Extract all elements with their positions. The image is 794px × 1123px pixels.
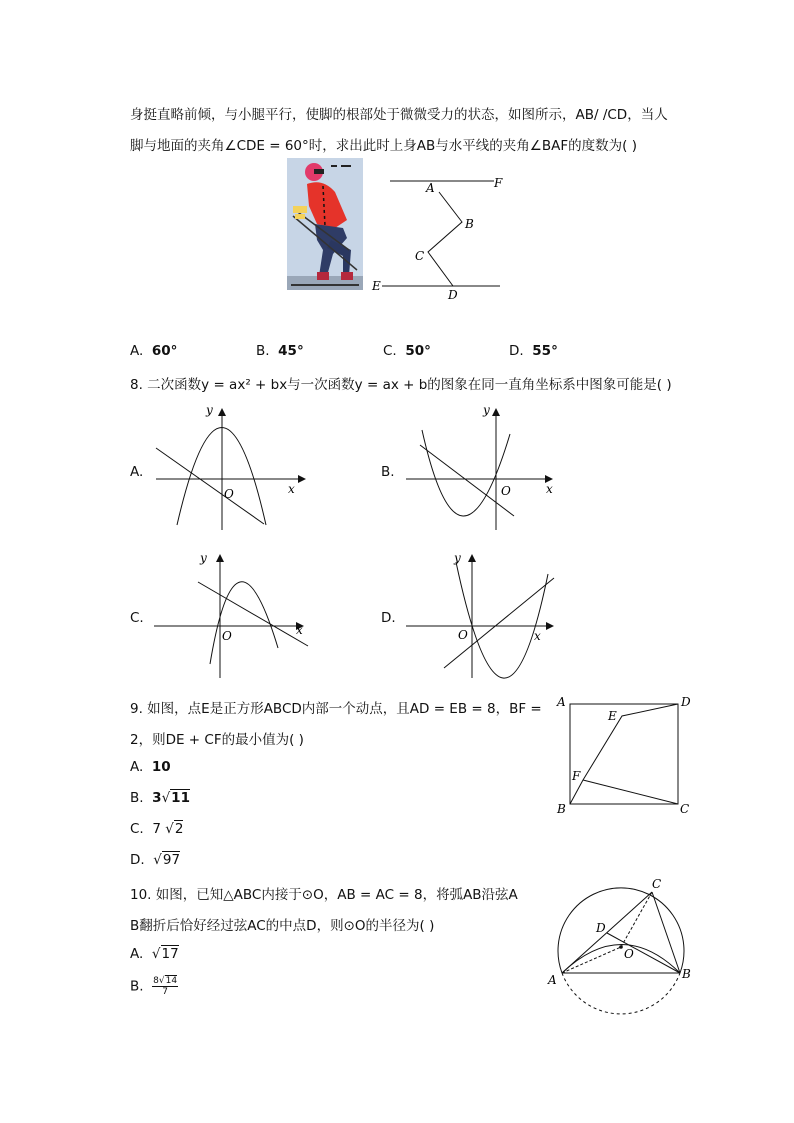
- label-o: O: [624, 947, 634, 961]
- q10-option-b-key: B.: [130, 978, 144, 995]
- fraction-denominator: 7: [162, 987, 168, 997]
- q10-option-a-key: A.: [130, 946, 144, 962]
- q7-option-d-value: 55°: [532, 343, 558, 359]
- q7-option-b[interactable]: [256, 343, 304, 359]
- q8-option-d-label[interactable]: D.: [381, 610, 396, 626]
- q10-text-line2: B翻折后恰好经过弦AC的中点D，则⊙O的半径为( ): [130, 918, 435, 934]
- q9-option-d-root: 97: [162, 852, 181, 868]
- axis-x-label: x: [288, 482, 295, 496]
- q7-text-line2: 脚与地面的夹角∠CDE = 60°时，求出此时上身AB与水平线的夹角∠BAF的度数为( ): [130, 138, 637, 154]
- q9-option-b-coef: 3: [152, 790, 162, 806]
- q9-option-b-root: 11: [171, 790, 190, 806]
- q7-option-b-key: B.: [256, 343, 270, 359]
- q7-option-c-value: 50°: [405, 343, 431, 359]
- q8-graph-a: [150, 400, 310, 535]
- label-c: C: [415, 249, 425, 263]
- q9-option-d[interactable]: D. √97: [130, 852, 181, 868]
- q9-option-c-coef: 7: [152, 821, 161, 837]
- q7-option-d-key: D.: [509, 343, 524, 359]
- label-d: D: [448, 288, 458, 302]
- label-e: E: [372, 279, 381, 293]
- label-f: F: [572, 769, 581, 783]
- label-d: D: [681, 695, 691, 709]
- q9-option-d-key: D.: [130, 852, 145, 868]
- label-e: E: [608, 709, 617, 723]
- q8-graph-c: [150, 548, 315, 683]
- q10-option-a-root: 17: [161, 946, 179, 962]
- q9-option-a-key: A.: [130, 759, 144, 775]
- q8-option-c-label[interactable]: C.: [130, 610, 144, 626]
- q9-text-line1: 9. 如图，点E是正方形ABCD内部一个动点，且AD = EB = 8，BF =: [130, 701, 542, 717]
- q9-option-a[interactable]: [130, 759, 171, 775]
- q10-option-b-fraction: $\frac{8√14}{7}$: [153, 976, 178, 997]
- label-d: D: [596, 921, 606, 935]
- label-c: C: [680, 802, 690, 816]
- origin-label: O: [458, 628, 468, 642]
- q9-option-a-value: 10: [151, 759, 171, 775]
- axis-y-label: y: [483, 403, 490, 417]
- q9-option-b[interactable]: B. 3√11: [130, 790, 190, 806]
- q7-option-b-value: 45°: [278, 343, 304, 359]
- origin-label: O: [224, 487, 234, 501]
- axis-y-label: y: [200, 551, 207, 565]
- q8-option-a-label[interactable]: A.: [130, 464, 144, 480]
- q7-option-a[interactable]: [130, 343, 177, 359]
- label-b: B: [557, 802, 566, 816]
- q10-text-line1: 10. 如图，已知△ABC内接于⊙O，AB = AC = 8，将弧AB沿弦A: [130, 887, 518, 903]
- q8-text: 8. 二次函数y = ax² + bx与一次函数y = ax + b的图象在同一直角坐标系中图象可能是( ): [130, 377, 672, 393]
- q10-option-b[interactable]: [130, 976, 178, 997]
- path-abcd: [428, 192, 462, 286]
- fraction-root: 14: [165, 976, 178, 986]
- fraction-coef: 8: [153, 976, 159, 986]
- axis-x-label: x: [296, 623, 303, 637]
- q9-option-c-root: 2: [174, 821, 184, 837]
- label-f: F: [494, 176, 503, 190]
- axis-x-label: x: [546, 482, 553, 496]
- q8-option-b-label[interactable]: B.: [381, 464, 395, 480]
- label-b: B: [682, 967, 691, 981]
- q9-square-figure: [550, 692, 700, 817]
- q9-option-c-key: C.: [130, 821, 144, 837]
- q7-option-c-key: C.: [383, 343, 397, 359]
- q7-text-line1: 身挺直略前倾，与小腿平行，使脚的根部处于微微受力的状态，如图所示，AB/ /CD，当人: [130, 107, 668, 123]
- q10-option-a[interactable]: A. √17: [130, 946, 179, 962]
- q9-option-b-key: B.: [130, 790, 144, 806]
- axis-y-label: y: [454, 551, 461, 565]
- origin-label: O: [501, 484, 511, 498]
- q7-option-c[interactable]: [383, 343, 431, 359]
- q9-option-c[interactable]: C. 7 √2: [130, 821, 184, 837]
- label-b: B: [465, 217, 474, 231]
- q8-graph-d: [400, 548, 565, 683]
- label-c: C: [652, 877, 662, 891]
- q10-circle-figure: [542, 876, 702, 1021]
- q9-text-line2: 2，则DE + CF的最小值为( ): [130, 732, 304, 748]
- skier-illustration: [287, 158, 363, 290]
- axis-y-label: y: [206, 403, 213, 417]
- q7-option-d[interactable]: [509, 343, 558, 359]
- label-a: A: [548, 973, 557, 987]
- q7-option-a-key: A.: [130, 343, 144, 359]
- axis-x-label: x: [534, 629, 541, 643]
- origin-label: O: [222, 629, 232, 643]
- q7-option-a-value: 60°: [151, 343, 178, 359]
- q8-graph-b: [400, 400, 560, 535]
- label-a: A: [426, 181, 435, 195]
- q7-geometry-figure: [370, 170, 510, 305]
- skier-photo: [287, 158, 363, 290]
- label-a: A: [557, 695, 566, 709]
